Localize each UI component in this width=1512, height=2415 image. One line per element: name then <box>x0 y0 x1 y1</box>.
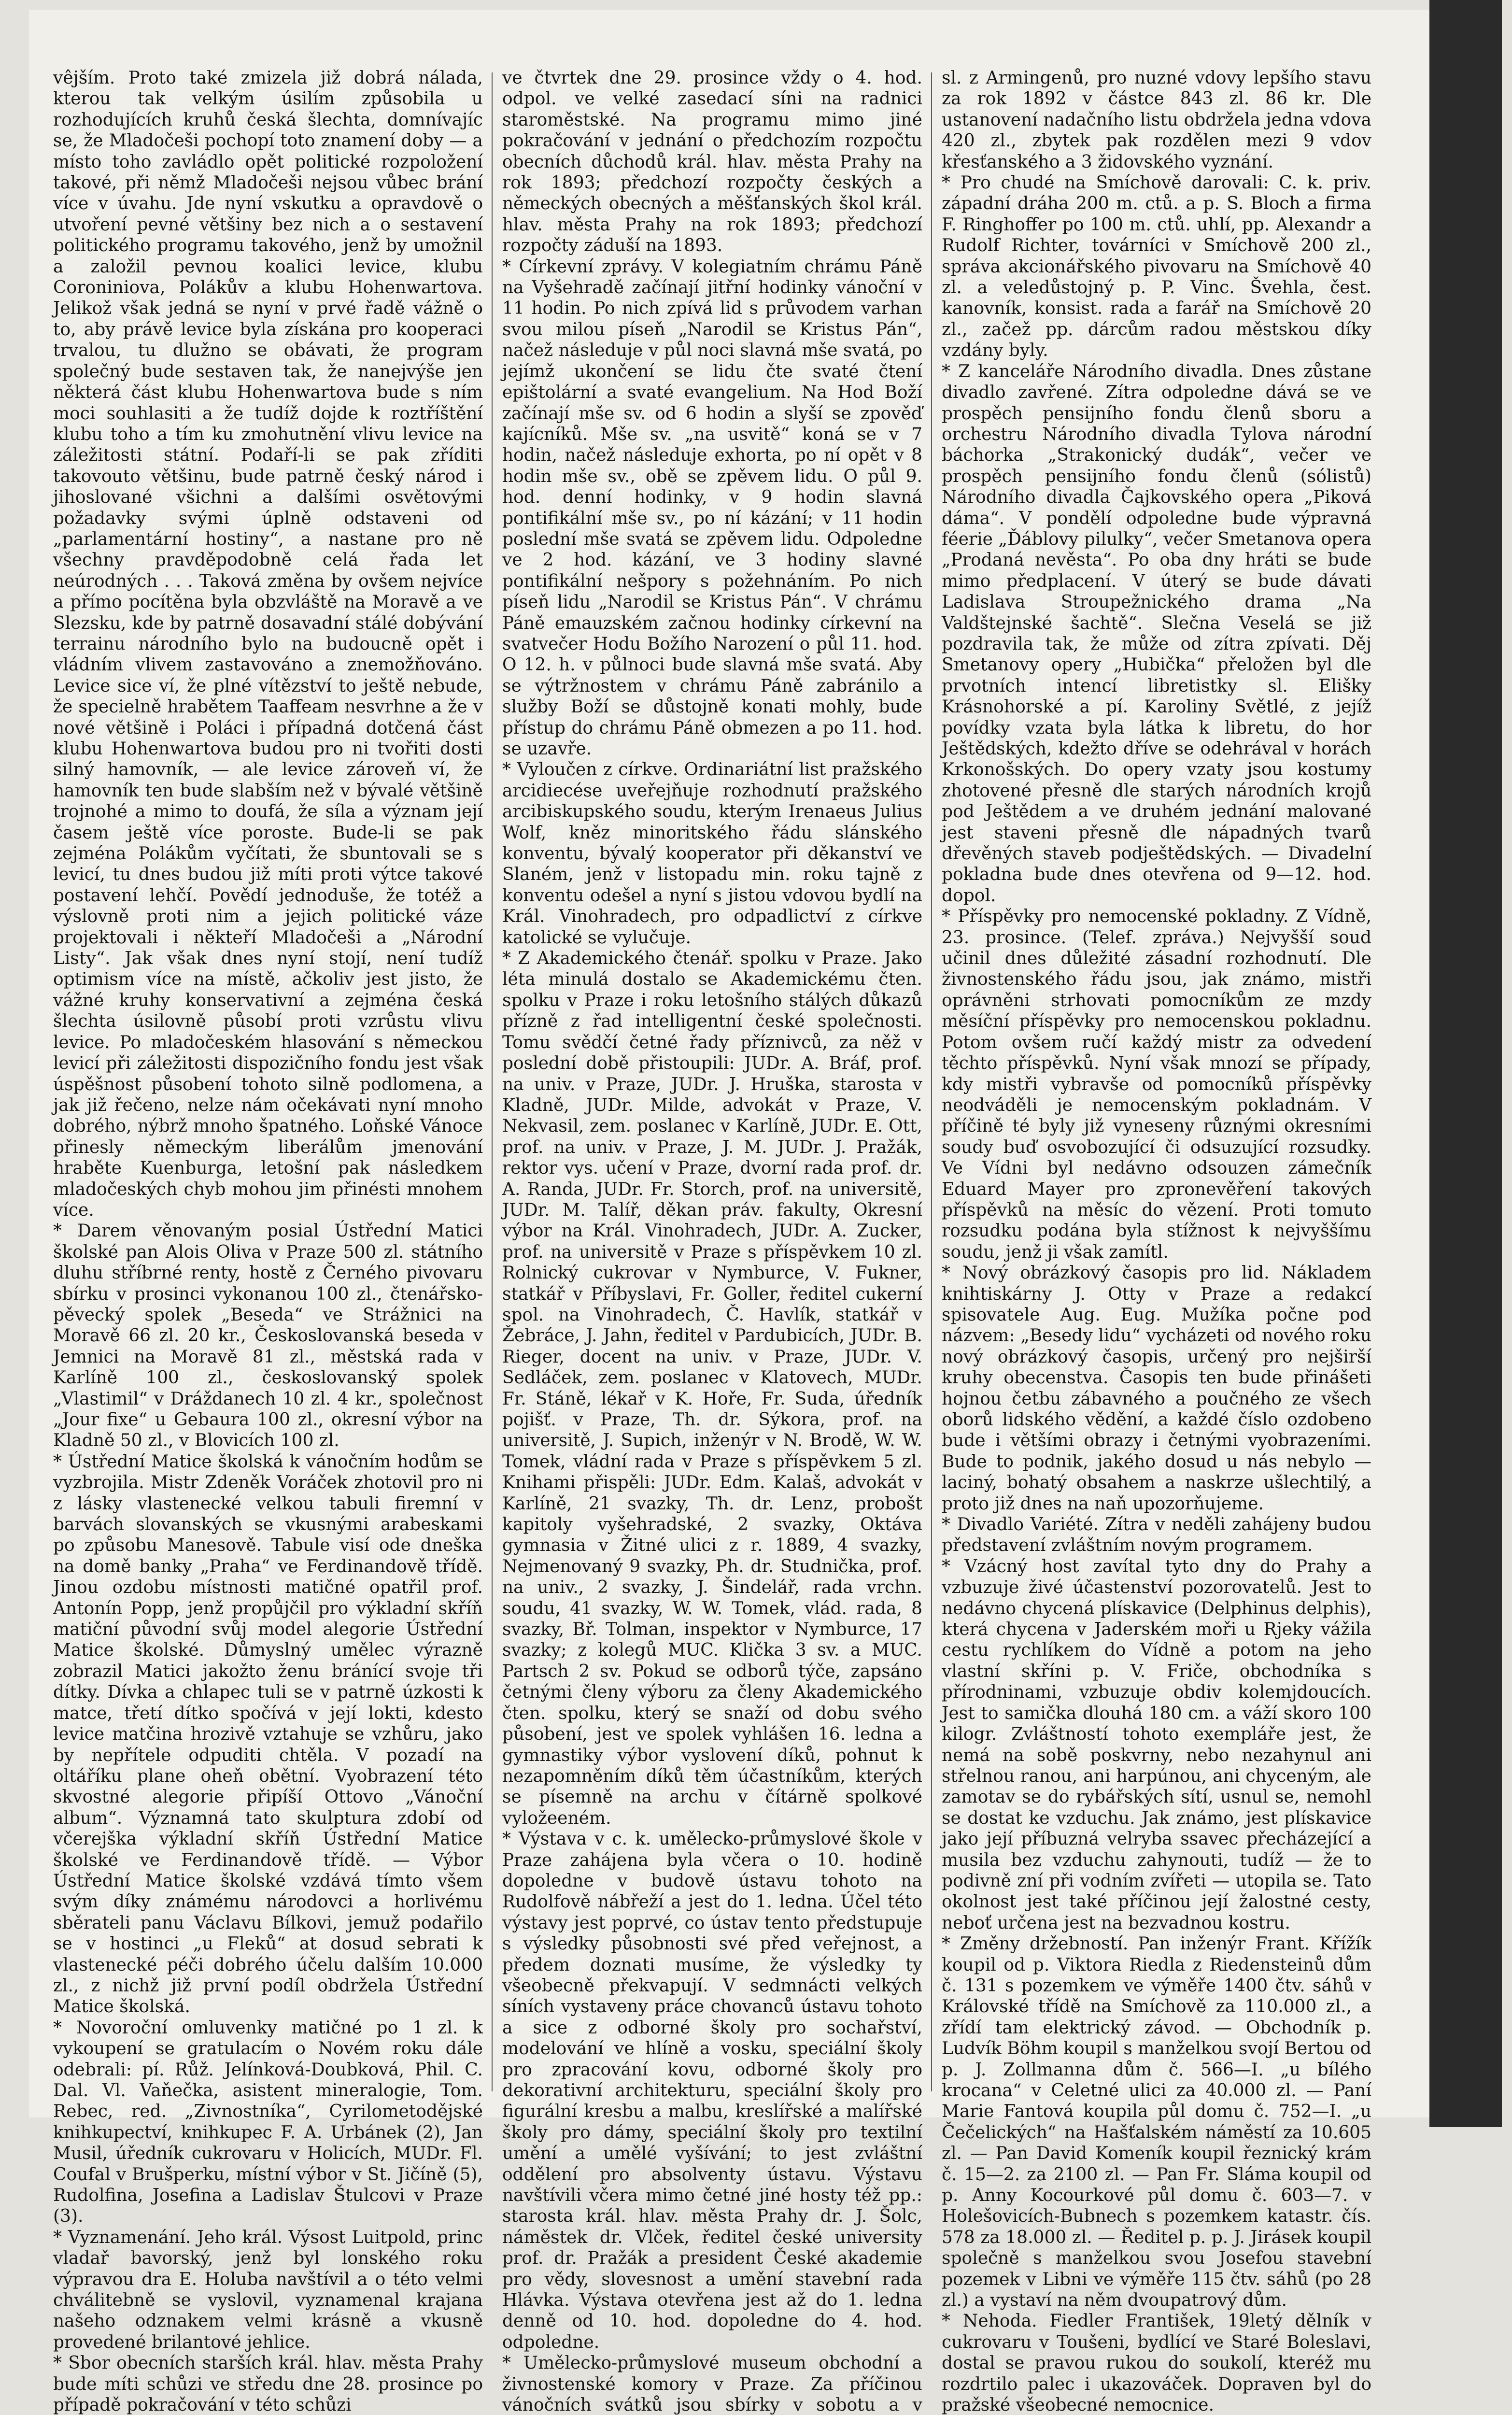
article-vyloucen-z-cirkve: * Vyloučen z církve. Ordinariátní list pražského arcidiecése uveřejňuje rozhodnutí pražského arcibiskupského soudu, kterým Irenaeus Julius Wolf, kněz minoritského řádu slánského konventu, bývalý kooperator při děkanství ve Slaném, jenž v listopadu min. roku tajně z konventu odešel a nyní s jistou vdovou bydlí na Král. Vinohradech, pro odpadlictví z církve katolické se vylučuje. <box>502 760 922 948</box>
article-continuation: vêjším. Proto také zmizela již dobrá nálada, kterou tak velkým úsilím způsobila u rozhodujících kruhů česká šlechta, domnívajíc se, že Mladočeši pochopí toto znamení doby — a místo toho zavládlo opět politické rozpoložení takové, při němž Mladočeši nejsou vůbec brání více v úvahu. Jde nyní vskutku a opravdově o utvoření pevné většiny bez nich a o sestavení politického programu takového, jenž by umožnil a založil pevnou koalici levice, klubu Coroniniova, Polákův a klubu Hohenwartova. Jelikož však jedná se nyní v prvé řadě vážně o to, aby právě levice byla získána pro kooperaci trvalou, tu dlužno se obávati, že program společný bude sestaven tak, že nanejvýše jen některá část klubu Hohenwartova bude s ním moci souhlasiti a že tudíž dojde k roztříštění klubu toho a tím ku zmohutnění vlivu levice na záležitosti státní. Podaří-li se pak zříditi takovouto většinu, bude patrně český národ i jihoslované všichni a dalšími osvětovými požadavky svými úplně odstaveni od „parlamentární hostiny“, a nastane pro ně všechny pravděpodobně celá řada let neúrodných . . . Taková změna by ovšem nejvíce a přímo pocítěna byla obzvláště na Moravě a ve Slezsku, kde by patrně dosavadní stálé dobývání terrainu národního bylo na budoucně opět i vládním vlivem zastavováno a znemožňováno. Levice sice ví, že plné vítězství to ještě nebude, že specielně hrabětem Taaffeam nesvrhne a že v nové většině i Poláci i případná dotčená část klubu Hohenwartova budou pro ni tvořiti dosti silný hamovník, — ale levice zároveň ví, že hamovník ten bude slabším než v bývalé většině trojnohé a mimo to doufá, že síla a význam její časem ještě více poroste. Bude-li se pak zejména Polákům vyčítati, že sbuntovali se s levicí, tu dnes budou již míti proti výtce takové postavení lehčí. Povědí jednoduše, že totéž a výslovně proti nim a jejich politické váze projektovali i někteří Mladočeši a „Národní Listy“. Jak však dnes nyní stojí, není tudíž optimism více na místě, ačkoliv jest jisto, že vážné kruhy konservativní a zejména česká šlechta úsilovně působí proti vzrůstu vlivu levice. Po mladočeském hlasování s německou levicí při záležitosti dispozičního fondu jest však úspěšnost působení tohoto silně podlomena, a jak již řečeno, nelze nám očekávati nyní mnoho dobrého, nýbrž mnoho špatného. Loňské Vánoce přinesly německým liberálům jmenování hraběte Kuenburga, letošní pak následkem mladočeských chyb mohou jim přinésti mnohem více. <box>53 68 483 1220</box>
article-novorocni-omluvenky: * Novoroční omluvenky matičné po 1 zl. k vykoupení se gratulacím o Novém roku dále odebrali: pí. Růž. Jelínková-Doubková, Phil. C. Dal. Vl. Vaňečka, asistent mineralogie, Tom. Rebec, red. „Zivnostníka“, Cyrilometodějské knihkupectví, knihkupec F. A. Urbánek (2), Jan Musil, úředník cukrovaru v Holicích, MUDr. Fl. Coufal v Brušperku, místní výbor v St. Jičíně (5), Rudolfina, Josefina a Ladislav Štulcovi v Praze (3). <box>53 2017 483 2227</box>
article-zmeny-drzebnosti: * Změny držebností. Pan inženýr Frant. Křížík koupil od p. Viktora Riedla z Riedensteinů dům č. 131 s pozemkem ve výměře 1400 čtv. sáhů v Královské třídě na Smíchově za 110.000 zl., a zřídí tam elektrický závod. — Obchodník p. Ludvík Böhm koupil s manželkou svojí Bertou od p. J. Zollmanna dům č. 566—I. „u bílého krocana“ v Celetné ulici za 40.000 zl. — Paní Marie Fantová koupila půl domu č. 752—I. „u Čečelických“ na Hašťalském náměstí za 10.605 zl. — Pan David Komeník koupil řeznický krám č. 15—2. za 2100 zl. — Pan Fr. Sláma koupil od p. Anny Kocourkové půl domu č. 603—7. v Holešovicích-Bubnech s pozemkem katastr. čís. 578 za 18.000 zl. — Ředitel p. p. J. Jirásek koupil společně s manželkou svou Josefou stavební pozemek v Libni ve výměře 115 čtv. sáhů (po 28 zl.) a vystaví na něm dvoupatrový dům. <box>942 1934 1371 2311</box>
article-darem-venovanym: * Darem věnovaným posial Ústřední Matici školské pan Alois Oliva v Praze 500 zl. státního dluhu stříbrné renty, hostě z Černého pivovaru sbírku v prosinci vykonanou 100 zl., čtenářsko-pěvecký spolek „Beseda“ ve Strážnici na Moravě 66 zl. 20 kr., Českoslovanská beseda v Jemnici na Moravě 81 zl., městská rada v Karlíně 100 zl., českoslovanský spolek „Vlastimil“ v Dráždanech 10 zl. 4 kr., společnost „Jour fixe“ u Gebaura 100 zl., okresní výbor na Kladně 50 zl., v Blovicích 100 zl. <box>53 1221 483 1451</box>
article-pro-chude-na-smichove: * Pro chudé na Smíchově darovali: C. k. priv. západní dráha 200 m. ctů. a p. S. Bloch a firma F. Ringhoffer po 100 m. ctů. uhlí, pp. Alexandr a Rudolf Richter, továrníci v Smíchově 200 zl., správa akcionářského pivovaru na Smíchově 40 zl. a veledůstojný p. P. Vinc. Švehla, čest. kanovník, konsist. rada a farář na Smíchově 20 zl., začež pp. dárcům radou městskou díky vzdány byly. <box>942 173 1371 361</box>
article-schuze-continuation: ve čtvrtek dne 29. prosince vždy o 4. hod. odpol. ve velké zasedací síni na radnici staroměstské. Na programu mimo jiné pokračování v jednání o předchozím rozpočtu obecních důchodů král. hlav. města Prahy na rok 1893; předchozí rozpočty českých a německých obecných a měšťanských škol král. hlav. města Prahy na rok 1893; předchozí rozpočty záduší na 1893. <box>502 68 922 256</box>
column-rule <box>492 72 493 2091</box>
article-vzacny-host: * Vzácný host zavítal tyto dny do Prahy a vzbuzuje živé účastenství pozorovatelů. Jest to nedávno chycená plískavice (Delphinus delphis), která chycena v Jaderském moři u Rjeky vážila cestu rychlíkem do Vídně a potom na jeho vlastní skříni p. V. Friče, obchodníka s přírodninami, vzbuzuje obdiv kolemjdoucích. Jest to samička dlouhá 180 cm. a váží skoro 100 kilogr. Zvláštností tohoto exempláře jest, že nemá na sobě poskvrny, nebo nezahynul ani střelnou ranou, ani harpúnou, ani chyceným, ale zamotav se do rybářských sítí, usnul se, nemohl se dostat ke vzduchu. Jak známo, jest plískavice jako její příbuzná velryba ssavec přecházející a musila bez vzduchu zahynouti, tudíž — že to podivně zní při vodním zvířeti — utopila se. Tato okolnost jest také příčinou její žalostné cesty, neboť určena jest na bezvadnou kostru. <box>942 1556 1371 1933</box>
column-rule <box>931 72 932 2091</box>
article-umprum-museum: * Umělecko-průmyslové museum obchodní a živnostenské komory v Praze. Za příčinou vánočních svátků jsou sbírky v sobotu a v <box>502 2353 922 2415</box>
article-nadace-continuation: sl. z Armingenů, pro nuzné vdovy lepšího stavu za rok 1892 v částce 843 zl. 86 kr. Dle ustanovení nadačního listu obdržela jedna vdova 420 zl., zbytek pak rozdělen mezi 9 vdov křesťanského a 3 židovského vyznání. <box>942 68 1371 172</box>
article-divadlo-variete: * Divadlo Variété. Zítra v neděli zahájeny budou představení zvláštním novým programem. <box>942 1515 1371 1556</box>
article-narodni-divadlo: * Z kanceláře Národního divadla. Dnes zůstane divadlo zavřené. Zítra odpoledne dává se ve prospěch pensijního fondu členů sboru a orchestru Národního divadla Tylova národní báchorka „Strakonický dudák“, večer ve prospěch pensijního fondu členů (sólistů) Národního divadla Čajkovského opera „Piková dáma“. V pondělí odpoledne bude výpravná féerie „Ďáblovy pilulky“, večer Smetanova opera „Prodaná nevěsta“. Po oba dny hráti se bude mimo předplacení. V úterý se bude dávati Ladislava Stroupežnického drama „Na Valdštejnské šachtě“. Slečna Veselá se již pozdravila tak, že může od zítra zpívati. Děj Smetanovy opery „Hubička“ přeložen byl dle prvotních intencí libretistky sl. Elišky Krásnohorské a pí. Karoliny Světlé, z jejíž povídky vzata byla látka k libretu, do hor Ještědských, kdežto dříve se odehrával v horách Krkonošských. Do opery vzaty jsou kostumy zhotovené přesně dle starých národních krojů pod Ještědem a ve druhém jednání malované jest staveni přesně dle nápadných tvarů dřevěných staveb podještědských. — Divadelní pokladna bude dnes otevřena od 9—12. hod. dopol. <box>942 361 1371 906</box>
column-1 <box>53 68 483 2415</box>
article-nehoda: * Nehoda. Fiedler František, 19letý dělník v cukrovaru v Toušeni, bydlící ve Staré Boleslavi, dostal se pravou rukou do soukolí, kteréž mu rozdrtilo palec i ukazováček. Dopraven byl do pražské všeobecné nemocnice. <box>942 2311 1371 2415</box>
column-3 <box>942 68 1371 2415</box>
article-cirkevni-zpravy: * Církevní zprávy. V kolegiatním chrámu Páně na Vyšehradě začínají jitřní hodinky vánoční v 11 hodin. Po nich zpívá lid s průvodem varhan svou milou píseň „Narodil se Kristus Pán“, načež následuje v půl noci slavná mše svatá, po jejímž ukončení se lidu čte svaté čtení epištolární a svaté evangelium. Na Hod Boží začínají mše sv. od 6 hodin a slyší se zpověď kajícníků. Mše sv. „na usvitě“ koná se v 7 hodin, načež následuje exhorta, po ní opět v 8 hodin mše sv., obě se zpěvem lidu. O půl 9. hod. denní hodinky, v 9 hodin slavná pontifikální mše sv., po ní kázání; v 11 hodin poslední mše svatá se zpěvem lidu. Odpoledne ve 2 hod. kázání, ve 3 hodiny slavné pontifikální nešpory s požehnáním. Po nich píseň lidu „Narodil se Kristus Pán“. V chrámu Páně emauzském začnou hodinky církevní na svatvečer Hodu Božího Narození o půl 11. hod. O 12. h. v půlnoci bude slavná mše svatá. Aby se výtržnostem v chrámu Páně zabránilo a služby Boží se důstojně konati mohly, bude přístup do chrámu Páně obmezen a po 11. hod. se uzavře. <box>502 256 922 759</box>
article-akademicky-spolek: * Z Akademického čtenář. spolku v Praze. Jako léta minulá dostalo se Akademickému čten. spolku v Praze i roku letošního stálých důkazů přízně z řad intelligentní české společnosti. Tomu svědčí četné řady příznivců, za něž v poslední době přistoupili: JUDr. A. Bráf, prof. na univ. v Praze, JUDr. J. Hruška, starosta v Kladně, JUDr. Milde, advokát v Praze, V. Nekvasil, zem. poslanec v Karlíně, JUDr. E. Ott, prof. na univ. v Praze, J. M. JUDr. J. Pražák, rektor vys. učení v Praze, dvorní rada prof. dr. A. Randa, JUDr. Fr. Storch, prof. na universitě, JUDr. M. Talíř, děkan práv. fakulty, Okresní výbor na Král. Vinohradech, JUDr. A. Zucker, prof. na universitě v Praze s příspěvkem 10 zl. Rolnický cukrovar v Nymburce, V. Fukner, statkář v Příbyslavi, Fr. Goller, ředitel cukerní spol. na Vinohradech, Č. Havlík, statkář v Žebráce, J. Jahn, ředitel v Pardubicích, JUDr. B. Rieger, docent na univ. v Praze, JUDr. V. Sedláček, zem. poslanec v Klatovech, MUDr. Fr. Stáně, lékař v K. Hoře, Fr. Suda, úředník pojišť. v Praze, Th. dr. Sýkora, prof. na universitě, J. Supich, inženýr v N. Brodě, W. W. Tomek, vládní rada v Praze s příspěvkem 5 zl. Knihami přispěli: JUDr. Edm. Kalaš, advokát v Karlíně, 21 svazky, Th. dr. Lenz, probošt kapitoly vyšehradské, 2 svazky, Oktáva gymnasia v Žitné ulici z r. 1889, 4 svazky, Nejmenovaný 9 svazky, Ph. dr. Studnička, prof. na univ., 2 svazky, J. Šindelář, rada vrchn. soudu, 41 svazky, W. W. Tomek, vlád. rada, 8 svazky, Bř. Tolman, inspektor v Nymburce, 17 svazky; z kolegů MUC. Klička 3 sv. a MUC. Partsch 2 sv. Pokud se odborů týče, zapsáno četnými členy výboru za členy Akademického čten. spolku, který se snaží od dobu svého působení, jest ve spolek vyhlášen 16. ledna a gymnastiky výbor vyslovení díků, pohnut k nezapomněním díků těm účastníkům, kterých se písemně na archu v čítárně spolkové vyložeeném. <box>502 949 922 1828</box>
scan-edge <box>1429 0 1502 2127</box>
article-ustredni-matice: * Ústřední Matice školská k vánočním hodům se vyzbrojila. Mistr Zdeněk Voráček zhotovil pro ni z lásky vlastenecké velkou tabuli firemní v barvách slovanských se vkusnými arabeskami po způsobu Manesově. Tabule visí ode dneška na domě banky „Praha“ ve Ferdinandově třídě. Jinou ozdobu místnosti matičné opatřil prof. Antonín Popp, jenž propůjčil pro výkladní skříň matiční původní svůj model alegorie Ústřední Matice školské. Důmyslný umělec výrazně zobrazil Matici jakožto ženu bránící svoje tři dítky. Dívka a chlapec tuli se v patrně úzkosti k matce, třetí dítko spočívá v její lokti, kdesto levice matčina hrozivě vztahuje se vzhůru, jako by nepřítele odpuditi chtěla. V pozadí na oltáříku plane oheň obětní. Vyobrazení této skvostné alegorie připíší Ottovo „Vánoční album“. Významná tato skulptura zdobí od včerejška výkladní skříň Ústřední Matice školské ve Ferdinandově třídě. — Výbor Ústřední Matice školské vzdává tímto všem svým díky známému národovci a horlivému sběrateli panu Václavu Bílkovi, jemuž podařilo se v hostinci „u Fleků“ at dosud sebrati k vlastenecké péči dobrého účelu dalším 10.000 zl., z nichž již první podíl obdržela Ústřední Matice školská. <box>53 1451 483 2017</box>
article-vystava-umprum: * Výstava v c. k. umělecko-průmyslové škole v Praze zahájena byla včera o 10. hodině dopoledne v budově ústavu tohoto na Rudolfově nábřeží a jest do 1. ledna. Účel této výstavy jest poprvé, co ústav tento předstupuje s výsledky působnosti své před veřejnost, a předem doznati musíme, že výsledky ty všeobecně překvapují. V sedmnácti velkých síních vystaveny práce chovanců ústavu tohoto a sice z odborné školy pro sochařství, modelování ve hlíně a vosku, speciální školy pro zpracování kovu, odborné školy pro dekorativní architekturu, speciální školy pro figurální kresbu a malbu, kreslířské a malířské školy pro dámy, speciální školy pro textilní umění a umělé vyšívání; to jest zvláštní oddělení pro absolventy ústavu. Výstavu navštívili včera mimo četné jiné hosty též pp.: starosta král. hlav. města Prahy dr. J. Šolc, náměstek dr. Vlček, ředitel české university prof. dr. Pražák a president České akademie pro vědy, slovesnost a umění stavební rada Hlávka. Výstava otevřena jest až do 1. ledna denně od 10. hod. dopoledne do 4. hod. odpoledne. <box>502 1829 922 2352</box>
article-nemocenske-pokladny: * Příspěvky pro nemocenské pokladny. Z Vídně, 23. prosince. (Telef. zpráva.) Nejvyšší soud učinil dnes důležité zásadní rozhodnutí. Dle živnostenského řádu jsou, jak známo, mistři oprávněni strhovati pomocníkům ze mzdy měsíční příspěvky pro nemocenskou pokladnu. Potom ovšem ručí každý mistr za odvedení těchto příspěvků. Nyní však mnozí se případy, kdy mistři vybravše od pomocníků příspěvky neodváděli je nemocenským pokladnám. V příčině té byly již vyneseny různými okresními soudy buď osvobozující či odsuzující rozsudky. Ve Vídni byl nedávno odsouzen zámečník Eduard Mayer pro zpronevěření takových příspěvků na měsíc do vězení. Proti tomuto rozsudku podána byla stížnost k nejvyššímu soudu, jenž ji však zamítl. <box>942 907 1371 1262</box>
column-2 <box>502 68 922 2415</box>
article-vyznamenani: * Vyznamenání. Jeho král. Výsost Luitpold, princ vladař bavorský, jenž byl lonského roku výpravou dra E. Holuba navštívil a o této velmi chválitebně se vyslovil, vyznamenal krajana našeho odznakem velmi krásně a vkusně provedené brilantové jehlice. <box>53 2227 483 2352</box>
article-obrazkovy-casopis: * Nový obrázkový časopis pro lid. Nákladem knihtiskárny J. Otty v Praze a redakcí spisovatele Aug. Eug. Mužíka počne pod názvem: „Besedy lidu“ vycházeti od nového roku nový obrázkový časopis, určený pro nejširší kruhy obecenstva. Časopis ten bude přinášeti hojnou četbu zábavného a poučného ze všech oborů lidského vědění, a každé číslo ozdobeno bude i většími obrazy i četnými vyobrazeními. Bude to podnik, jakého dosud u nás nebylo — laciný, bohatý obsahem a naskrze ušlechtilý, a proto již dnes na naň upozorňujeme. <box>942 1263 1371 1514</box>
article-sbor-obecnich-starsich: * Sbor obecních starších král. hlav. města Prahy bude míti schůzi ve středu dne 28. prosince po případě pokračování v této schůzi <box>53 2353 483 2415</box>
